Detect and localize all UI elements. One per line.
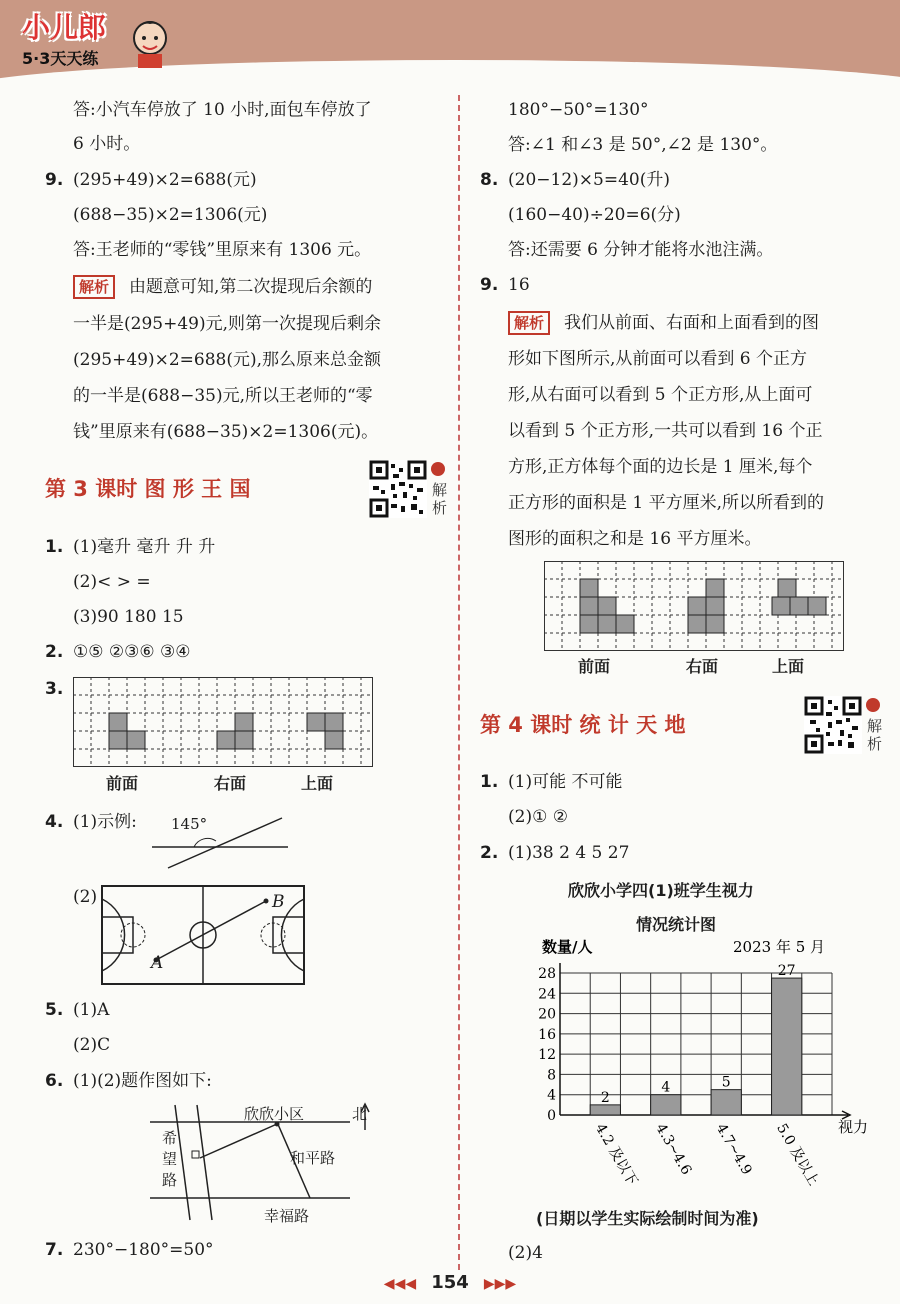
view-label: 上面 <box>772 657 805 676</box>
map-label-heping: 和平路 <box>290 1149 336 1167</box>
views-grid-right <box>544 561 844 651</box>
chart-note: (日期以学生实际绘制时间为准) <box>536 1209 759 1228</box>
page-number: 154 <box>431 1272 469 1293</box>
play-icon[interactable] <box>866 698 880 712</box>
shaded-cell <box>109 713 127 731</box>
brand-series: 5·3天天练 <box>22 49 99 68</box>
shaded-cell <box>235 713 253 731</box>
shaded-cell <box>580 615 598 633</box>
next-arrows-icon: ▶▶▶ <box>483 1276 517 1292</box>
chart-ylabel: 数量/人 <box>542 938 593 956</box>
bar <box>590 1105 620 1115</box>
brand-name: 小儿郎 <box>22 11 107 44</box>
y-tick-label: 4 <box>547 1087 556 1104</box>
shaded-cell <box>307 713 325 731</box>
analysis-line: 钱”里原来有(688−35)×2=1306(元)。 <box>73 422 379 442</box>
answer-line: 230°−180°=50° <box>73 1240 214 1260</box>
analysis-text: 由题意可知,第二次提现后余额的 <box>129 277 373 297</box>
analysis-line: 形如下图所示,从前面可以看到 6 个正方 <box>508 349 808 369</box>
shaded-cell <box>616 615 634 633</box>
y-tick-label: 20 <box>538 1006 556 1023</box>
view-label: 上面 <box>301 774 334 793</box>
answer-line: (1)示例: <box>73 812 137 832</box>
analysis-line: 形,从右面可以看到 5 个正方形,从上面可 <box>508 385 813 405</box>
column-divider <box>458 95 460 1270</box>
analysis-line: 一半是(295+49)元,则第一次提现后剩余 <box>73 314 381 334</box>
analysis-text: 我们从前面、右面和上面看到的图 <box>564 313 820 333</box>
shaded-cell <box>580 597 598 615</box>
map-label-xinxin: 欣欣小区 <box>244 1105 305 1123</box>
chart-title: 欣欣小学四(1)班学生视力 <box>568 881 754 900</box>
answer-line: (2)4 <box>508 1243 543 1263</box>
shaded-cell <box>790 597 808 615</box>
answer-line: ①⑤ ②③⑥ ③④ <box>73 642 191 662</box>
chart-bars <box>590 963 802 1115</box>
question-number: 5. <box>45 1000 64 1020</box>
answer-line: 答:∠1 和∠3 是 50°,∠2 是 130°。 <box>508 135 778 155</box>
point-b-label: B <box>272 892 285 912</box>
page-footer <box>0 1272 900 1293</box>
map-char: 路 <box>162 1171 178 1189</box>
analysis-line: 方形,正方体每个面的边长是 1 厘米,每个 <box>508 457 813 477</box>
shaded-cell <box>808 597 826 615</box>
shaded-cell <box>580 579 598 597</box>
analysis-line <box>73 270 372 304</box>
vision-bar-chart <box>520 935 880 1195</box>
shaded-cell <box>235 731 253 749</box>
bar-value-label: 2 <box>600 1089 610 1106</box>
calc-line: (688−35)×2=1306(元) <box>73 205 268 225</box>
y-tick-label: 0 <box>547 1108 556 1124</box>
analysis-line: 正方形的面积是 1 平方厘米,所以所看到的 <box>508 493 825 513</box>
answer-line: (1)可能 不可能 <box>508 772 623 792</box>
answer-line: (2) <box>73 887 98 907</box>
shaded-cell <box>706 579 724 597</box>
calc-line: (20−12)×5=40(升) <box>508 170 670 190</box>
shaded-cell <box>217 731 235 749</box>
x-category-label: 4.2 及以下 <box>591 1121 641 1189</box>
shaded-cell <box>778 579 796 597</box>
analysis-tag: 解析 <box>73 275 115 299</box>
shaded-cell <box>109 731 127 749</box>
question-number: 7. <box>45 1240 64 1260</box>
point-a-label: A <box>151 953 164 973</box>
question-number: 2. <box>480 843 499 863</box>
qr-label <box>867 717 882 753</box>
angle-label: 145° <box>171 815 208 833</box>
view-label: 前面 <box>578 657 611 676</box>
x-category-label: 5.0 及以上 <box>773 1121 822 1189</box>
chart-xlabel: 视力 <box>838 1118 869 1136</box>
shaded-cell <box>706 615 724 633</box>
question-number: 1. <box>480 772 499 792</box>
question-number: 6. <box>45 1071 64 1091</box>
qr-code-icon[interactable] <box>804 696 862 754</box>
answer-line: (3)90 180 15 <box>73 607 184 627</box>
shaded-cell <box>772 597 790 615</box>
bar <box>651 1095 681 1115</box>
answer-line: (2)< > = <box>73 572 151 592</box>
question-number: 2. <box>45 642 64 662</box>
question-number: 1. <box>45 537 64 557</box>
view-label: 前面 <box>106 774 139 793</box>
question-number: 9. <box>45 170 64 190</box>
qr-label-char: 解 <box>432 481 448 499</box>
bar <box>711 1090 741 1115</box>
answer-line: 答:还需要 6 分钟才能将水池注满。 <box>508 240 774 260</box>
map-char: 希 <box>162 1129 178 1147</box>
view-label: 右面 <box>214 774 247 793</box>
play-icon[interactable] <box>431 462 445 476</box>
chart-subtitle: 情况统计图 <box>636 915 717 934</box>
views-grid-left <box>73 677 373 767</box>
answer-line: 6 小时。 <box>73 134 141 154</box>
mascot-icon <box>130 10 170 70</box>
bar-value-label: 27 <box>777 963 796 980</box>
y-tick-label: 8 <box>547 1067 556 1084</box>
question-number: 4. <box>45 812 64 832</box>
y-tick-label: 16 <box>538 1026 556 1043</box>
answer-line: (1)A <box>73 1000 110 1020</box>
answer-line: (1)(2)题作图如下: <box>73 1071 212 1091</box>
qr-label-char: 析 <box>867 735 883 753</box>
bar-value-label: 5 <box>721 1074 731 1091</box>
answer-line: 答:王老师的“零钱”里原来有 1306 元。 <box>73 240 372 260</box>
y-tick-label: 28 <box>538 966 556 982</box>
brand-logo <box>22 6 106 69</box>
north-label: 北 <box>352 1105 368 1123</box>
calc-line: (295+49)×2=688(元) <box>73 170 257 190</box>
shaded-cell <box>706 597 724 615</box>
bar-value-label: 4 <box>661 1079 671 1096</box>
analysis-line <box>508 306 819 340</box>
answer-line: (1)毫升 毫升 升 升 <box>73 537 216 557</box>
view-label: 右面 <box>686 657 719 676</box>
answer-line: 答:小汽车停放了 10 小时,面包车停放了 <box>73 100 372 120</box>
map-char: 望 <box>162 1150 178 1168</box>
x-category-label: 4.3~4.6 <box>652 1121 695 1178</box>
map-label-xiwang <box>162 1128 180 1191</box>
calc-line: (160−40)÷20=6(分) <box>508 205 681 225</box>
analysis-line: 图形的面积之和是 16 平方厘米。 <box>508 529 762 549</box>
chart-categories <box>592 1121 822 1189</box>
answer-line: 16 <box>508 275 530 295</box>
shaded-cell <box>688 597 706 615</box>
qr-label <box>432 481 447 517</box>
calc-line: 180°−50°=130° <box>508 100 649 120</box>
shaded-cell <box>127 731 145 749</box>
prev-arrows-icon: ◀◀◀ <box>383 1276 417 1292</box>
shaded-cell <box>325 713 343 731</box>
analysis-line: 以看到 5 个正方形,一共可以看到 16 个正 <box>508 421 823 441</box>
analysis-line: (295+49)×2=688(元),那么原来总金额 <box>73 350 382 370</box>
answer-line: (2)① ② <box>508 807 568 827</box>
answer-line: (1)38 2 4 5 27 <box>508 843 630 863</box>
y-tick-label: 24 <box>538 986 556 1003</box>
chart-ticks <box>538 966 556 1124</box>
shaded-cell <box>688 615 706 633</box>
shaded-cell <box>598 615 616 633</box>
answer-line: (2)C <box>73 1035 111 1055</box>
chart-date: 2023 年 5 月 <box>733 938 826 956</box>
question-number: 8. <box>480 170 499 190</box>
section-title-3: 第 3 课时 图 形 王 国 <box>45 477 251 501</box>
question-number: 9. <box>480 275 499 295</box>
qr-label-char: 析 <box>432 499 448 517</box>
shaded-cell <box>325 731 343 749</box>
qr-label-char: 解 <box>867 717 883 735</box>
analysis-line: 的一半是(688−35)元,所以王老师的“零 <box>73 386 373 406</box>
y-tick-label: 12 <box>538 1047 556 1064</box>
qr-code-icon[interactable] <box>369 460 427 518</box>
section-title-4: 第 4 课时 统 计 天 地 <box>480 713 686 737</box>
bar <box>772 978 802 1115</box>
question-number: 3. <box>45 679 64 699</box>
shaded-cell <box>598 597 616 615</box>
x-category-label: 4.7~4.9 <box>712 1121 755 1178</box>
analysis-tag: 解析 <box>508 311 550 335</box>
map-label-xingfu: 幸福路 <box>264 1207 310 1225</box>
